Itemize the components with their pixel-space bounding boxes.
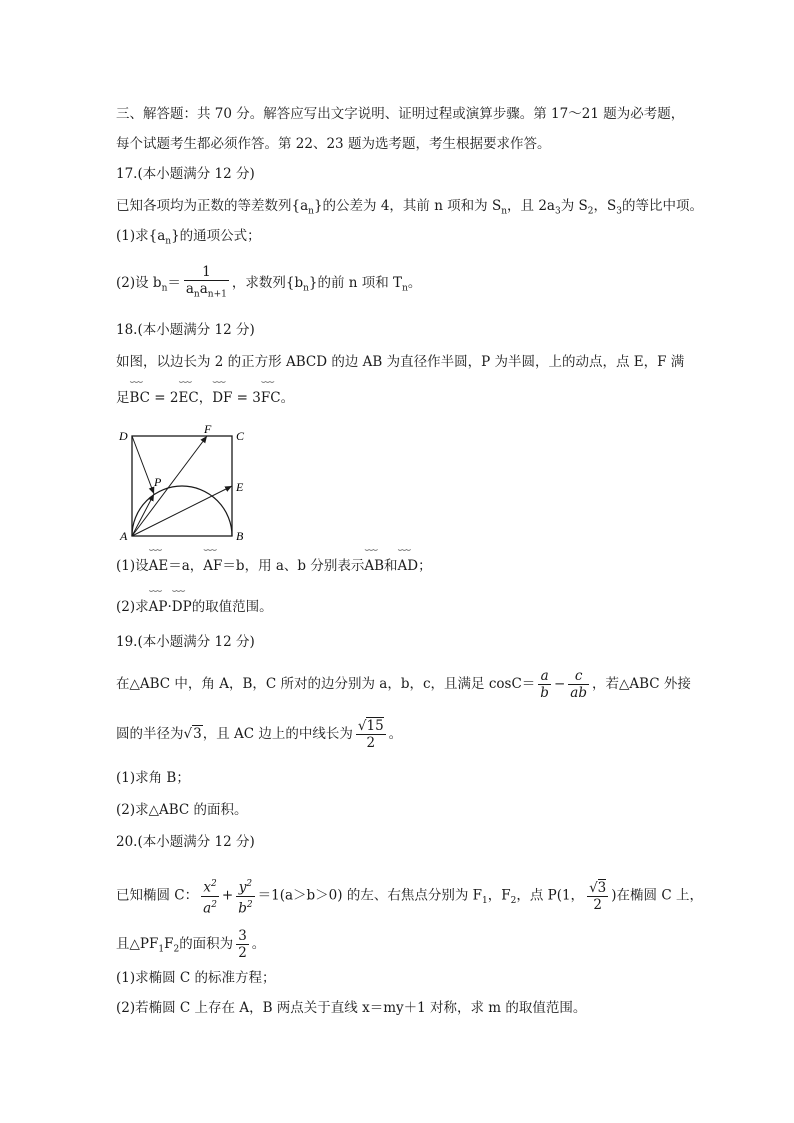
section-header-line-2: 每个试题考生都必须作答。第 22、23 题为选考题，考生根据要求作答。 (116, 136, 551, 152)
label-d: D (119, 429, 128, 443)
frac-x2-over-a2: $\frac{x^2}{a^2}$ (203, 879, 217, 916)
label-e: E (236, 480, 244, 494)
q17-title: 17.(本小题满分 12 分) (116, 166, 255, 182)
q19-part-2: (2)求△ABC 的面积。 (116, 802, 248, 818)
q20-stem-line-1: 已知椭圆 C： $\frac{x^2}{a^2}$ + $\frac{y^2}{b^2}$ ＝1(a＞b＞0) 的左、右焦点分别为 $F_1$，$F_2$，点 P(1， $\frac{√3}{2}$ )在椭圆 C 上， (116, 876, 703, 916)
vector-ap: ⌣⌣⌣ AP (149, 597, 168, 617)
q19-stem-line-2: 圆的半径为√3，且 AC 边上的中线长为 $\frac{√15}{2}$ 。 (116, 718, 403, 751)
q18-part-2: (2)求⌣⌣⌣ AP·⌣⌣⌣ DP的取值范围。 (116, 597, 273, 617)
sqrt-3: √3 (183, 726, 202, 742)
q20-part-2: (2)若椭圆 C 上存在 A，B 两点关于直线 x＝my＋1 对称，求 m 的取值范围。 (116, 1000, 587, 1016)
q19-title: 19.(本小题满分 12 分) (116, 634, 255, 650)
label-b: B (236, 529, 244, 543)
q18-title: 18.(本小题满分 12 分) (116, 322, 255, 338)
label-f: F (204, 424, 212, 436)
q17-part-1: (1)求$\{a_n\}$的通项公式； (116, 228, 261, 247)
q20-title: 20.(本小题满分 12 分) (116, 834, 255, 850)
q18-geometry-figure (116, 424, 266, 544)
vector-af: ⌣⌣⌣ AF (203, 556, 222, 576)
vector-ec: ⌣⌣⌣ EC (179, 388, 199, 408)
arrow-ae (132, 486, 232, 536)
frac-c-over-ab: $\frac{c}{ab}$ (570, 668, 587, 701)
q19-stem-line-1: 在△ABC 中，角 A，B，C 所对的边分别为 a，b，c，且满足 cosC＝ $\frac{a}{b}$ − $\frac{c}{ab}$ ，若△ABC 外接 (116, 668, 691, 701)
vector-dp: ⌣⌣⌣ DP (172, 597, 192, 617)
frac-sqrt3-over-2: $\frac{√3}{2}$ (589, 879, 607, 913)
vector-ad: ⌣⌣⌣ AD (398, 556, 419, 576)
label-p: P (154, 475, 162, 489)
q20-stem-line-2: 且$\triangle PF_1F_2$的面积为 $\frac{3}{2}$ 。 (116, 928, 266, 961)
vector-bc: ⌣⌣⌣ BC (130, 388, 151, 408)
vector-ae: ⌣⌣⌣ AE (149, 556, 169, 576)
q17-fraction: $\frac{1}{a_na_{n+1}}$ (184, 264, 229, 303)
frac-y2-over-b2: $\frac{y^2}{b^2}$ (238, 879, 253, 916)
section-header-line-1: 三、解答题：共 70 分。解答应写出文字说明、证明过程或演算步骤。第 17～21 题为必考题， (116, 106, 685, 122)
q20-part-1: (1)求椭圆 C 的标准方程； (116, 970, 276, 986)
q18-part-1: (1)设⌣⌣⌣ AE＝a，⌣⌣⌣ AF＝b，用 a、b 分别表示⌣⌣⌣ AB和⌣⌣⌣ AD； (116, 556, 432, 576)
q17-stem: 已知各项均为正数的等差数列$\{a_n\}$的公差为 4，其前 n 项和为 $S_n$，且 $2a_3$为 $S_2$，$S_3$的等比中项。 (116, 198, 703, 217)
q18-stem-line-1: 如图，以边长为 2 的正方形 ABCD 的边 AB 为直径作半圆，P 为半圆，上的动点，点 E，F 满 (116, 354, 685, 370)
frac-a-over-b: $\frac{a}{b}$ (540, 668, 549, 701)
vector-fc: ⌣⌣⌣ FC (261, 388, 281, 408)
frac-sqrt15-over-2: $\frac{√15}{2}$ (357, 718, 384, 751)
q18-stem-line-2: 足⌣⌣⌣ BC = 2⌣⌣⌣ EC，⌣⌣⌣ DF = 3⌣⌣⌣ FC。 (116, 388, 294, 408)
label-c: C (236, 429, 245, 443)
vector-ab: ⌣⌣⌣ AB (364, 556, 384, 576)
q17-part-2: (2)设 $b_n=$ $\frac{1}{a_na_{n+1}}$ ，求数列$\{b_n\}$的前 n 项和 $T_n$。 (116, 264, 421, 303)
label-a: A (120, 529, 128, 543)
arrow-ap (132, 494, 154, 536)
frac-3-over-2: $\frac{3}{2}$ (238, 928, 247, 961)
arrow-af (132, 436, 207, 536)
arrow-dp (132, 436, 154, 494)
vector-df: ⌣⌣⌣ DF (212, 388, 232, 408)
q19-part-1: (1)求角 B； (116, 770, 190, 786)
